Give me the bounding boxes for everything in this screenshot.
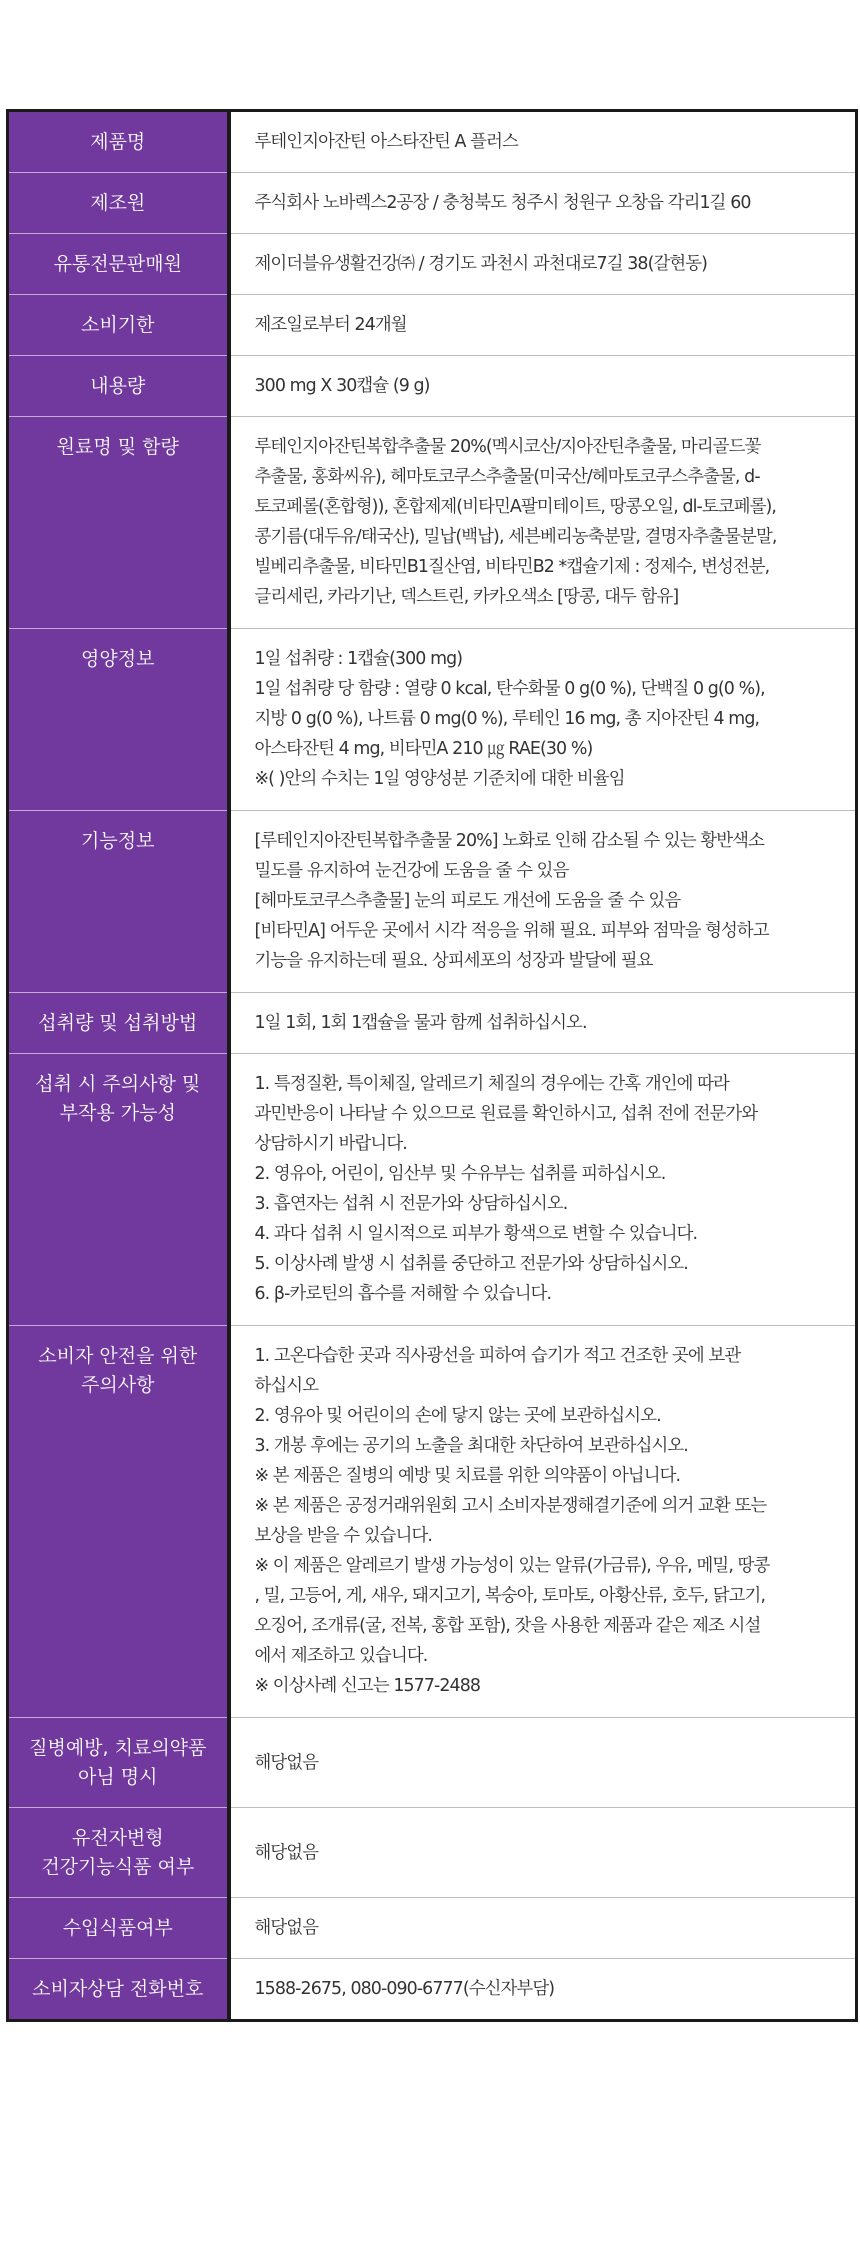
value-line: 기능을 유지하는데 필요. 상피세포의 성장과 발달에 필요 <box>254 951 653 971</box>
value-line: ※ 본 제품은 질병의 예방 및 치료를 위한 의약품이 아닙니다. <box>254 1466 681 1486</box>
product-info-body <box>8 111 857 2021</box>
row-value <box>229 1959 857 2021</box>
value-line: 해당없음 <box>254 1753 319 1773</box>
value-line: 제이더블유생활건강㈜ / 경기도 과천시 과천대로7길 38(갈현동) <box>254 254 708 274</box>
value-line: 1. 특정질환, 특이체질, 알레르기 체질의 경우에는 간혹 개인에 따라 <box>254 1074 729 1094</box>
value-line: 1일 1회, 1회 1캡슐을 물과 함께 섭취하십시오. <box>254 1013 587 1033</box>
row-value <box>229 993 857 1054</box>
row-value <box>229 1054 857 1326</box>
row-label: 소비기한 <box>8 295 229 356</box>
row-value <box>229 629 857 811</box>
value-line: 제조일로부터 24개월 <box>254 315 407 335</box>
row-label: 원료명 및 함량 <box>8 417 229 629</box>
row-label: 기능정보 <box>8 811 229 993</box>
value-line: ※ 이상사례 신고는 1577-2488 <box>254 1676 481 1696</box>
row-label: 제조원 <box>8 173 229 234</box>
row-label: 소비자 안전을 위한 주의사항 <box>8 1326 229 1718</box>
row-value <box>229 356 857 417</box>
row-manufacturer <box>8 173 857 234</box>
value-line: 콩기름(대두유/태국산), 밀납(백납), 세븐베리농축분말, 결명자추출물분말, <box>254 527 777 547</box>
value-line: 루테인지아잔틴 아스타잔틴 A 플러스 <box>254 132 518 152</box>
value-line: 1일 섭취량 당 함량 : 열량 0 kcal, 탄수화물 0 g(0 %), 단백질 0 g(0 %), <box>254 679 765 699</box>
value-line: 1. 고온다습한 곳과 직사광선을 피하여 습기가 적고 건조한 곳에 보관 <box>254 1346 741 1366</box>
value-line: 밀도를 유지하여 눈건강에 도움을 줄 수 있음 <box>254 861 569 881</box>
value-line: ※ 본 제품은 공정거래위원회 고시 소비자분쟁해결기준에 의거 교환 또는 <box>254 1496 767 1516</box>
value-line: ※( )안의 수치는 1일 영양성분 기준치에 대한 비율임 <box>254 769 625 789</box>
row-label: 내용량 <box>8 356 229 417</box>
value-line: , 밀, 고등어, 게, 새우, 돼지고기, 복숭아, 토마토, 아황산류, 호두, 닭고기, <box>254 1586 766 1606</box>
row-product-name <box>8 111 857 173</box>
value-line: 2. 영유아, 어린이, 임산부 및 수유부는 섭취를 피하십시오. <box>254 1164 666 1184</box>
row-nutrition-info <box>8 629 857 811</box>
value-line: 글리세린, 카라기난, 덱스트린, 카카오색소 [땅콩, 대두 함유] <box>254 587 679 607</box>
row-value <box>229 417 857 629</box>
row-ingredients <box>8 417 857 629</box>
row-intake-precautions <box>8 1054 857 1326</box>
row-expiry <box>8 295 857 356</box>
value-line: ※ 이 제품은 알레르기 발생 가능성이 있는 알류(가금류), 우유, 메밀, 땅콩 <box>254 1556 770 1576</box>
row-label: 소비자상담 전화번호 <box>8 1959 229 2021</box>
value-line: 1588-2675, 080-090-6777(수신자부담) <box>254 1979 555 1999</box>
row-value <box>229 1808 857 1898</box>
row-label: 수입식품여부 <box>8 1898 229 1959</box>
row-label: 섭취량 및 섭취방법 <box>8 993 229 1054</box>
value-line: 4. 과다 섭취 시 일시적으로 피부가 황색으로 변할 수 있습니다. <box>254 1224 698 1244</box>
value-line: 2. 영유아 및 어린이의 손에 닿지 않는 곳에 보관하십시오. <box>254 1406 661 1426</box>
row-value <box>229 234 857 295</box>
value-line: 300 mg X 30캡슐 (9 g) <box>254 376 430 396</box>
row-consumer-phone <box>8 1959 857 2021</box>
value-line: 빌베리추출물, 비타민B1질산염, 비타민B2 *캡슐기제 : 정제수, 변성전분, <box>254 557 770 577</box>
row-value <box>229 1718 857 1808</box>
row-value <box>229 1326 857 1718</box>
row-net-content <box>8 356 857 417</box>
value-line: 에서 제조하고 있습니다. <box>254 1646 428 1666</box>
value-line: [루테인지아잔틴복합추출물 20%] 노화로 인해 감소될 수 있는 황반색소 <box>254 831 764 851</box>
row-value <box>229 111 857 173</box>
value-line: 3. 개봉 후에는 공기의 노출을 최대한 차단하여 보관하십시오. <box>254 1436 688 1456</box>
row-consumer-safety <box>8 1326 857 1718</box>
row-function-info <box>8 811 857 993</box>
row-label: 유전자변형 건강기능식품 여부 <box>8 1808 229 1898</box>
row-distributor <box>8 234 857 295</box>
row-label: 유통전문판매원 <box>8 234 229 295</box>
row-intake-method <box>8 993 857 1054</box>
row-label: 섭취 시 주의사항 및 부작용 가능성 <box>8 1054 229 1326</box>
row-imported <box>8 1898 857 1959</box>
value-line: 보상을 받을 수 있습니다. <box>254 1526 433 1546</box>
row-value <box>229 1898 857 1959</box>
value-line: [비타민A] 어두운 곳에서 시각 적응을 위해 필요. 피부와 점막을 형성하고 <box>254 921 769 941</box>
value-line: 해당없음 <box>254 1843 319 1863</box>
row-label: 제품명 <box>8 111 229 173</box>
value-line: 상담하시기 바랍니다. <box>254 1134 407 1154</box>
value-line: 주식회사 노바렉스2공장 / 충청북도 청주시 청원구 오창읍 각리1길 60 <box>254 193 751 213</box>
value-line: 3. 흡연자는 섭취 시 전문가와 상담하십시오. <box>254 1194 568 1214</box>
row-not-medicine <box>8 1718 857 1808</box>
row-label: 영양정보 <box>8 629 229 811</box>
value-line: 지방 0 g(0 %), 나트륨 0 mg(0 %), 루테인 16 mg, 총 지아잔틴 4 mg, <box>254 709 760 729</box>
row-gmo <box>8 1808 857 1898</box>
value-line: 루테인지아잔틴복합추출물 20%(멕시코산/지아잔틴추출물, 마리골드꽃 <box>254 437 761 457</box>
value-line: 토코페롤(혼합형)), 혼합제제(비타민A팔미테이트, 땅콩오일, dl-토코페롤), <box>254 497 777 517</box>
value-line: 추출물, 홍화씨유), 헤마토코쿠스추출물(미국산/헤마토코쿠스추출물, d- <box>254 467 760 487</box>
row-value <box>229 173 857 234</box>
value-line: 하십시오 <box>254 1376 319 1396</box>
value-line: 1일 섭취량 : 1캡슐(300 mg) <box>254 649 463 669</box>
value-line: 오징어, 조개류(굴, 전복, 홍합 포함), 잣을 사용한 제품과 같은 제조 시설 <box>254 1616 761 1636</box>
value-line: 과민반응이 나타날 수 있으므로 원료를 확인하시고, 섭취 전에 전문가와 <box>254 1104 758 1124</box>
value-line: 6. β-카로틴의 흡수를 저해할 수 있습니다. <box>254 1284 552 1304</box>
row-value <box>229 811 857 993</box>
value-line: [헤마토코쿠스추출물] 눈의 피로도 개선에 도움을 줄 수 있음 <box>254 891 681 911</box>
value-line: 아스타잔틴 4 mg, 비타민A 210 ㎍ RAE(30 %) <box>254 739 593 759</box>
row-label: 질병예방, 치료의약품 아님 명시 <box>8 1718 229 1808</box>
value-line: 5. 이상사례 발생 시 섭취를 중단하고 전문가와 상담하십시오. <box>254 1254 688 1274</box>
row-value <box>229 295 857 356</box>
product-info-table <box>6 109 858 2022</box>
value-line: 해당없음 <box>254 1918 319 1938</box>
